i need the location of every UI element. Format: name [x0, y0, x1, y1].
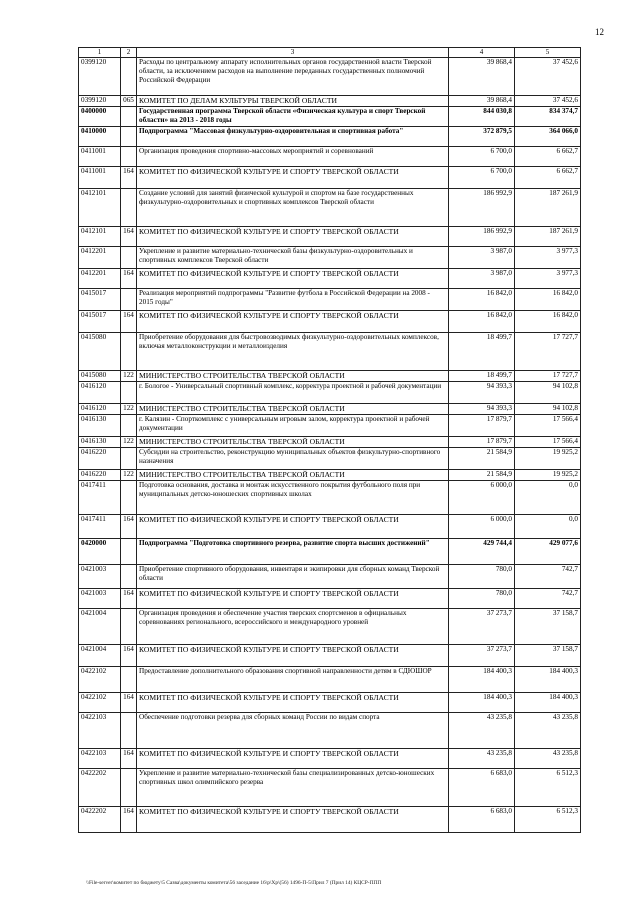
subcode-cell — [121, 713, 137, 749]
amount-actual-cell: 94 102,8 — [515, 382, 581, 404]
table-row — [79, 565, 581, 589]
subcode-cell: 164 — [121, 807, 137, 833]
table-row — [79, 382, 581, 404]
subcode-cell — [121, 539, 137, 565]
description-cell: КОМИТЕТ ПО ФИЗИЧЕСКОЙ КУЛЬТУРЕ И СПОРТУ ТВЕРСКОЙ ОБЛАСТИ — [137, 645, 449, 667]
amount-actual-cell: 37 158,7 — [515, 609, 581, 645]
table-row — [79, 807, 581, 833]
table-row — [79, 437, 581, 448]
description-cell: КОМИТЕТ ПО ФИЗИЧЕСКОЙ КУЛЬТУРЕ И СПОРТУ ТВЕРСКОЙ ОБЛАСТИ — [137, 589, 449, 609]
amount-planned-cell: 844 030,8 — [449, 107, 515, 127]
subcode-cell — [121, 247, 137, 269]
amount-actual-cell: 17 566,4 — [515, 437, 581, 448]
code-cell: 0417411 — [79, 515, 121, 539]
header-col-1: 1 — [79, 48, 121, 58]
description-cell: КОМИТЕТ ПО ФИЗИЧЕСКОЙ КУЛЬТУРЕ И СПОРТУ ТВЕРСКОЙ ОБЛАСТИ — [137, 311, 449, 333]
amount-actual-cell: 3 977,3 — [515, 247, 581, 269]
amount-actual-cell: 19 925,2 — [515, 448, 581, 470]
table-row — [79, 189, 581, 227]
code-cell: 0412201 — [79, 269, 121, 289]
code-cell: 0421003 — [79, 589, 121, 609]
table-row — [79, 167, 581, 189]
description-cell: КОМИТЕТ ПО ФИЗИЧЕСКОЙ КУЛЬТУРЕ И СПОРТУ ТВЕРСКОЙ ОБЛАСТИ — [137, 515, 449, 539]
table-row — [79, 515, 581, 539]
amount-planned-cell: 17 879,7 — [449, 437, 515, 448]
subcode-cell: 164 — [121, 693, 137, 713]
amount-planned-cell: 186 992,9 — [449, 189, 515, 227]
amount-planned-cell: 186 992,9 — [449, 227, 515, 247]
amount-planned-cell: 3 987,0 — [449, 247, 515, 269]
amount-planned-cell: 16 842,0 — [449, 289, 515, 311]
amount-planned-cell: 372 879,5 — [449, 127, 515, 147]
header-col-3: 3 — [137, 48, 449, 58]
code-cell: 0421004 — [79, 645, 121, 667]
table-row — [79, 749, 581, 769]
amount-planned-cell: 6 000,0 — [449, 515, 515, 539]
subcode-cell: 164 — [121, 167, 137, 189]
amount-actual-cell: 94 102,8 — [515, 404, 581, 415]
file-path-footer: \\File-server\комитет по бюджету\5 Сазва\документы комитета\56 заседание 16\р\Хр\(56) 1496-П-5\Прил 7 (Прил 14) КЦСР-ППП — [86, 880, 382, 886]
description-cell: МИНИСТЕРСТВО СТРОИТЕЛЬСТВА ТВЕРСКОЙ ОБЛАСТИ — [137, 470, 449, 481]
description-cell: Укрепление и развитие материально-технической базы физкультурно-оздоровительных и спортивных комплексов Тверской области — [137, 247, 449, 269]
table-row — [79, 667, 581, 693]
subcode-cell: 122 — [121, 437, 137, 448]
description-cell: Организация проведения и обеспечение участия тверских спортсменов в официальных соревнованиях регионального, всероссийского и международного уровней — [137, 609, 449, 645]
subcode-cell — [121, 448, 137, 470]
amount-planned-cell: 184 400,3 — [449, 667, 515, 693]
amount-planned-cell: 37 273,7 — [449, 609, 515, 645]
subcode-cell: 164 — [121, 269, 137, 289]
subcode-cell — [121, 147, 137, 167]
header-col-4: 4 — [449, 48, 515, 58]
description-cell: Подпрограмма "Массовая физкультурно-оздоровительная и спортивная работа" — [137, 127, 449, 147]
description-cell: Укрепление и развитие материально-технической базы специализированных детско-юношеских спортивных школ олимпийского резерва — [137, 769, 449, 807]
description-cell: Подпрограмма "Подготовка спортивного резерва, развитие спорта высших достижений" — [137, 539, 449, 565]
amount-planned-cell: 780,0 — [449, 565, 515, 589]
description-cell: Государственная программа Тверской области «Физическая культура и спорт Тверской области» на 2013 - 2018 годы — [137, 107, 449, 127]
description-cell: КОМИТЕТ ПО ФИЗИЧЕСКОЙ КУЛЬТУРЕ И СПОРТУ ТВЕРСКОЙ ОБЛАСТИ — [137, 167, 449, 189]
code-cell: 0399120 — [79, 96, 121, 107]
code-cell: 0399120 — [79, 58, 121, 96]
amount-actual-cell: 834 374,7 — [515, 107, 581, 127]
table-row — [79, 269, 581, 289]
subcode-cell: 164 — [121, 311, 137, 333]
header-col-5: 5 — [515, 48, 581, 58]
amount-actual-cell: 184 400,3 — [515, 693, 581, 713]
amount-planned-cell: 39 868,4 — [449, 58, 515, 96]
subcode-cell: 164 — [121, 227, 137, 247]
description-cell: МИНИСТЕРСТВО СТРОИТЕЛЬСТВА ТВЕРСКОЙ ОБЛАСТИ — [137, 404, 449, 415]
table-row — [79, 107, 581, 127]
table-header-row — [79, 48, 581, 58]
amount-actual-cell: 16 842,0 — [515, 311, 581, 333]
code-cell: 0400000 — [79, 107, 121, 127]
subcode-cell — [121, 481, 137, 515]
amount-actual-cell: 429 077,6 — [515, 539, 581, 565]
amount-planned-cell: 780,0 — [449, 589, 515, 609]
subcode-cell: 164 — [121, 589, 137, 609]
code-cell: 0412101 — [79, 227, 121, 247]
table-row — [79, 127, 581, 147]
subcode-cell — [121, 58, 137, 96]
amount-planned-cell: 37 273,7 — [449, 645, 515, 667]
code-cell: 0410000 — [79, 127, 121, 147]
amount-actual-cell: 16 842,0 — [515, 289, 581, 311]
code-cell: 0416220 — [79, 470, 121, 481]
description-cell: Организация проведения спортивно-массовых мероприятий и соревнований — [137, 147, 449, 167]
code-cell: 0415080 — [79, 333, 121, 371]
subcode-cell — [121, 107, 137, 127]
description-cell: г. Бологое - Универсальный спортивный комплекс, корректура проектной и рабочей документации — [137, 382, 449, 404]
amount-actual-cell: 43 235,8 — [515, 749, 581, 769]
code-cell: 0412101 — [79, 189, 121, 227]
table-row — [79, 289, 581, 311]
subcode-cell — [121, 769, 137, 807]
amount-actual-cell: 3 977,3 — [515, 269, 581, 289]
code-cell: 0411001 — [79, 167, 121, 189]
amount-actual-cell: 37 452,6 — [515, 96, 581, 107]
code-cell: 0417411 — [79, 481, 121, 515]
amount-actual-cell: 6 662,7 — [515, 167, 581, 189]
amount-planned-cell: 6 683,0 — [449, 807, 515, 833]
amount-actual-cell: 6 662,7 — [515, 147, 581, 167]
description-cell: Приобретение оборудования для быстровозводимых физкультурно-оздоровительных комплексов, включая металлоконструкции и металлоизделия — [137, 333, 449, 371]
description-cell: Приобретение спортивного оборудования, инвентаря и экипировки для сборных команд Тверской области — [137, 565, 449, 589]
amount-actual-cell: 17 727,7 — [515, 371, 581, 382]
amount-planned-cell: 3 987,0 — [449, 269, 515, 289]
table-row — [79, 769, 581, 807]
amount-planned-cell: 429 744,4 — [449, 539, 515, 565]
code-cell: 0416130 — [79, 415, 121, 437]
table-row — [79, 333, 581, 371]
description-cell: КОМИТЕТ ПО ФИЗИЧЕСКОЙ КУЛЬТУРЕ И СПОРТУ ТВЕРСКОЙ ОБЛАСТИ — [137, 749, 449, 769]
code-cell: 0422103 — [79, 713, 121, 749]
amount-planned-cell: 6 700,0 — [449, 147, 515, 167]
code-cell: 0422102 — [79, 667, 121, 693]
amount-planned-cell: 18 499,7 — [449, 333, 515, 371]
table-row — [79, 96, 581, 107]
table-row — [79, 247, 581, 269]
amount-actual-cell: 6 512,3 — [515, 807, 581, 833]
subcode-cell: 122 — [121, 404, 137, 415]
code-cell: 0422202 — [79, 769, 121, 807]
description-cell: КОМИТЕТ ПО ФИЗИЧЕСКОЙ КУЛЬТУРЕ И СПОРТУ ТВЕРСКОЙ ОБЛАСТИ — [137, 693, 449, 713]
amount-planned-cell: 6 700,0 — [449, 167, 515, 189]
description-cell: КОМИТЕТ ПО ФИЗИЧЕСКОЙ КУЛЬТУРЕ И СПОРТУ ТВЕРСКОЙ ОБЛАСТИ — [137, 807, 449, 833]
code-cell: 0415080 — [79, 371, 121, 382]
subcode-cell — [121, 382, 137, 404]
subcode-cell — [121, 667, 137, 693]
table-row — [79, 481, 581, 515]
amount-planned-cell: 17 879,7 — [449, 415, 515, 437]
table-row — [79, 371, 581, 382]
amount-planned-cell: 6 683,0 — [449, 769, 515, 807]
description-cell: Субсидии на строительство, реконструкцию муниципальных объектов физкультурно-спортивного назначения — [137, 448, 449, 470]
subcode-cell — [121, 333, 137, 371]
amount-actual-cell: 37 158,7 — [515, 645, 581, 667]
amount-actual-cell: 364 066,0 — [515, 127, 581, 147]
code-cell: 0416220 — [79, 448, 121, 470]
table-row — [79, 713, 581, 749]
amount-planned-cell: 18 499,7 — [449, 371, 515, 382]
table-row — [79, 58, 581, 96]
description-cell: Подготовка основания, доставка и монтаж искусственного покрытия футбольного поля при муниципальных детско-юношеских спортивных школах — [137, 481, 449, 515]
code-cell: 0412201 — [79, 247, 121, 269]
description-cell: Расходы по центральному аппарату исполнительных органов государственной власти Тверской области, за исключением расходов на выполнение переданных государственных полномочий Российской Федерации — [137, 58, 449, 96]
amount-actual-cell: 0,0 — [515, 481, 581, 515]
table-row — [79, 589, 581, 609]
code-cell: 0416120 — [79, 382, 121, 404]
amount-actual-cell: 17 566,4 — [515, 415, 581, 437]
table-row — [79, 415, 581, 437]
subcode-cell — [121, 289, 137, 311]
code-cell: 0420000 — [79, 539, 121, 565]
table-row — [79, 448, 581, 470]
amount-actual-cell: 742,7 — [515, 565, 581, 589]
description-cell: Создание условий для занятий физической культурой и спортом на базе государственных физкультурно-оздоровительных и спортивных комплексов Тверской области — [137, 189, 449, 227]
budget-table — [78, 47, 581, 833]
amount-actual-cell: 0,0 — [515, 515, 581, 539]
code-cell: 0421004 — [79, 609, 121, 645]
table-row — [79, 404, 581, 415]
table-row — [79, 470, 581, 481]
table-row — [79, 645, 581, 667]
code-cell: 0422103 — [79, 749, 121, 769]
amount-planned-cell: 39 868,4 — [449, 96, 515, 107]
description-cell: Обеспечение подготовки резерва для сборных команд России по видам спорта — [137, 713, 449, 749]
code-cell: 0416120 — [79, 404, 121, 415]
subcode-cell: 065 — [121, 96, 137, 107]
amount-planned-cell: 21 584,9 — [449, 470, 515, 481]
code-cell: 0415017 — [79, 311, 121, 333]
subcode-cell — [121, 127, 137, 147]
subcode-cell: 164 — [121, 515, 137, 539]
code-cell: 0416130 — [79, 437, 121, 448]
table-row — [79, 311, 581, 333]
table-row — [79, 539, 581, 565]
code-cell: 0421003 — [79, 565, 121, 589]
amount-planned-cell: 6 000,0 — [449, 481, 515, 515]
subcode-cell — [121, 565, 137, 589]
amount-planned-cell: 94 393,3 — [449, 382, 515, 404]
code-cell: 0415017 — [79, 289, 121, 311]
subcode-cell — [121, 609, 137, 645]
amount-actual-cell: 43 235,8 — [515, 713, 581, 749]
page-number: 12 — [595, 27, 604, 37]
table-row — [79, 609, 581, 645]
table-row — [79, 147, 581, 167]
description-cell: Предоставление дополнительного образования спортивной направленности детям в СДЮШОР — [137, 667, 449, 693]
amount-actual-cell: 6 512,3 — [515, 769, 581, 807]
amount-actual-cell: 19 925,2 — [515, 470, 581, 481]
description-cell: г. Калязин - Спорткомплекс с универсальным игровым залом, корректура проектной и рабочей документации — [137, 415, 449, 437]
description-cell: МИНИСТЕРСТВО СТРОИТЕЛЬСТВА ТВЕРСКОЙ ОБЛАСТИ — [137, 437, 449, 448]
description-cell: Реализация мероприятий подпрограммы "Развитие футбола в Российской Федерации на 2008 - 2015 годы" — [137, 289, 449, 311]
description-cell: КОМИТЕТ ПО ДЕЛАМ КУЛЬТУРЫ ТВЕРСКОЙ ОБЛАСТИ — [137, 96, 449, 107]
amount-planned-cell: 94 393,3 — [449, 404, 515, 415]
amount-actual-cell: 187 261,9 — [515, 189, 581, 227]
subcode-cell: 164 — [121, 749, 137, 769]
subcode-cell: 122 — [121, 371, 137, 382]
code-cell: 0422102 — [79, 693, 121, 713]
subcode-cell — [121, 415, 137, 437]
amount-planned-cell: 43 235,8 — [449, 713, 515, 749]
amount-planned-cell: 21 584,9 — [449, 448, 515, 470]
amount-planned-cell: 43 235,8 — [449, 749, 515, 769]
table-row — [79, 227, 581, 247]
amount-actual-cell: 37 452,6 — [515, 58, 581, 96]
subcode-cell: 164 — [121, 645, 137, 667]
description-cell: МИНИСТЕРСТВО СТРОИТЕЛЬСТВА ТВЕРСКОЙ ОБЛАСТИ — [137, 371, 449, 382]
header-col-2: 2 — [121, 48, 137, 58]
code-cell: 0411001 — [79, 147, 121, 167]
subcode-cell: 122 — [121, 470, 137, 481]
description-cell: КОМИТЕТ ПО ФИЗИЧЕСКОЙ КУЛЬТУРЕ И СПОРТУ ТВЕРСКОЙ ОБЛАСТИ — [137, 269, 449, 289]
code-cell: 0422202 — [79, 807, 121, 833]
amount-actual-cell: 17 727,7 — [515, 333, 581, 371]
subcode-cell — [121, 189, 137, 227]
amount-planned-cell: 16 842,0 — [449, 311, 515, 333]
table-row — [79, 693, 581, 713]
description-cell: КОМИТЕТ ПО ФИЗИЧЕСКОЙ КУЛЬТУРЕ И СПОРТУ ТВЕРСКОЙ ОБЛАСТИ — [137, 227, 449, 247]
amount-actual-cell: 184 400,3 — [515, 667, 581, 693]
amount-actual-cell: 187 261,9 — [515, 227, 581, 247]
amount-actual-cell: 742,7 — [515, 589, 581, 609]
amount-planned-cell: 184 400,3 — [449, 693, 515, 713]
